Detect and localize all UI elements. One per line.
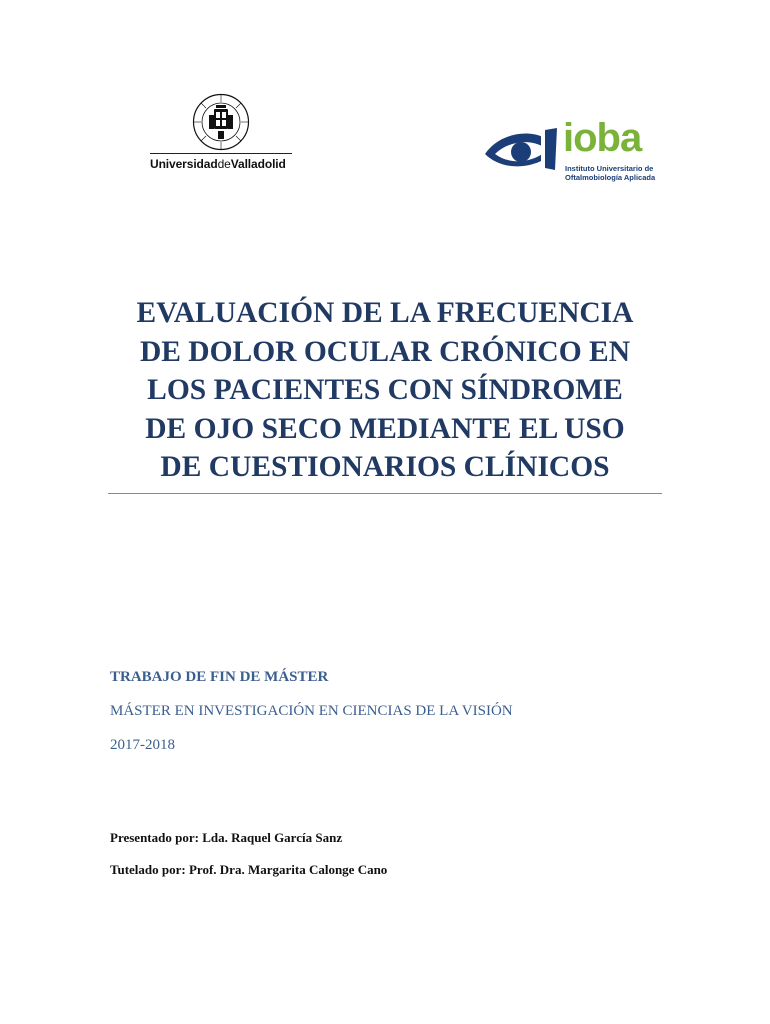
title-line: DE DOLOR OCULAR CRÓNICO EN [139,335,631,368]
university-seal-icon [192,93,250,151]
title-line: DE OJO SECO MEDIANTE EL USO [145,412,625,445]
thesis-title [108,294,662,487]
logo-divider [150,153,292,154]
title-line: DE CUESTIONARIOS CLÍNICOS [160,451,610,483]
degree-type: TRABAJO DE FIN DE MÁSTER [110,669,329,685]
ioba-wordmark: ioba [563,116,642,160]
uva-wordmark-part2: de [217,157,231,171]
master-program: MÁSTER EN INVESTIGACIÓN EN CIENCIAS DE LA VISIÓN [110,703,513,719]
tutored-by: Tutelado por: Prof. Dra. Margarita Calonge Cano [110,862,388,877]
uva-wordmark-part3: Valladolid [230,157,286,171]
title-line: EVALUACIÓN DE LA FRECUENCIA [136,297,634,329]
title-line: LOS PACIENTES CON SÍNDROME [147,374,623,406]
ioba-subtitle [565,164,655,182]
ioba-subtitle-line2: Oftalmobiología Aplicada [565,173,656,182]
ioba-logo [483,116,673,188]
title-underline [108,493,662,494]
uva-logo [150,93,310,177]
academic-year: 2017-2018 [110,737,175,753]
presented-by: Presentado por: Lda. Raquel García Sanz [110,830,343,845]
uva-wordmark-part1: Universidad [150,157,218,171]
uva-wordmark [150,157,286,171]
eye-icon [483,124,561,176]
ioba-subtitle-line1: Instituto Universitario de [565,164,654,173]
